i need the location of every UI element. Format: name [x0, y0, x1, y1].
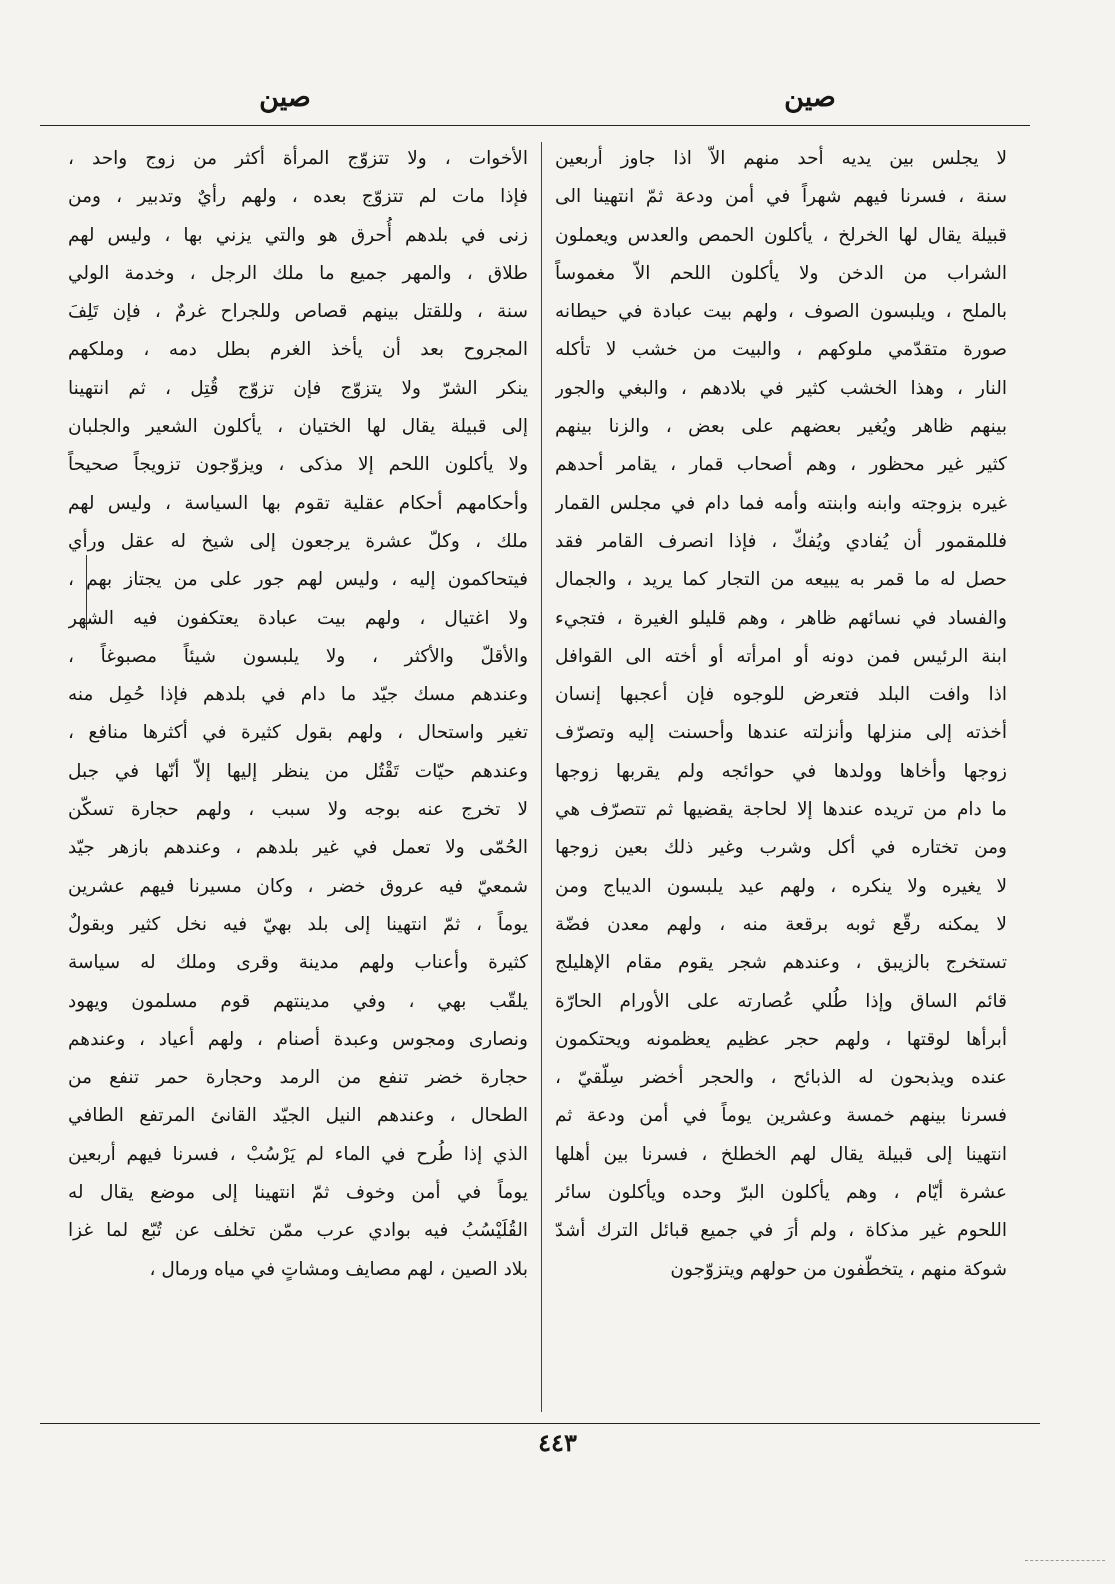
bottom-rule	[40, 1423, 1040, 1424]
text-line: بالملح ، ويلبسون الصوف ، ولهم بيت عبادة في حيطانه	[555, 301, 1007, 323]
margin-mark	[86, 555, 87, 630]
text-line: القُلَيْسُبُ فيه بوادي عرب ممّن تخلف عن تُبّع لما غزا	[68, 1220, 528, 1242]
text-line: شوكة منهم ، يتخطّفون من حولهم ويتزوّجون	[670, 1258, 1007, 1280]
column-divider	[541, 142, 542, 1412]
text-line: فإذا مات لم تتزوّج بعده ، ولهم رأيٌ وتدبير ، ومن	[68, 186, 528, 208]
text-line: قائم الساق وإذا طُلي عُصارته على الأورام الحارّة	[555, 990, 1007, 1012]
text-line: الطحال ، وعندهم النيل الجيّد القانئ المرتفع الطافي	[68, 1105, 528, 1127]
text-line: أبرأها لوقتها ، ولهم حجر عظيم يعظمونه ويحتكمون	[555, 1028, 1007, 1050]
text-line: كثيرة وأعناب ولهم مدينة وقرى وملك له سياسة	[68, 952, 528, 974]
text-line: غيره بزوجته وابنه وابنته وأمه فما دام في مجلس القمار	[555, 492, 1007, 514]
page-number: ٤٤٣	[538, 1428, 577, 1457]
text-line: الأخوات ، ولا تتزوّج المرأة أكثر من زوج واحد ،	[68, 148, 528, 169]
text-line: ونصارى ومجوس وعبدة أصنام ، ولهم أعياد ، وعندهم	[68, 1028, 528, 1050]
text-line: والأقلّ والأكثر ، ولا يلبسون شيئاً مصبوغاً ،	[68, 645, 528, 667]
text-line: ابنة الرئيس فمن دونه أو امرأته أو أخته الى القوافل	[555, 645, 1007, 667]
text-line: زنى في بلدهم أُحرق هو والتي يزني بها ، وليس لهم	[68, 224, 528, 246]
scan-edge-dashes	[1025, 1560, 1105, 1561]
text-line: إلى قبيلة يقال لها الختيان ، يأكلون الشعير والجلبان	[68, 416, 528, 438]
text-line: يوماً ، ثمّ انتهينا إلى بلد بهيّ فيه نخل كثير وبقولٌ	[68, 913, 528, 935]
text-line: النار ، وهذا الخشب كثير في بلادهم ، والبغي والجور	[555, 377, 1007, 399]
text-line: ينكر الشرّ ولا يتزوّج فإن تزوّج قُتِل ، ثم انتهينا	[68, 377, 528, 399]
text-line: اذا وافت البلد فتعرض للوجوه فإن أعجبها إنسان	[555, 684, 1007, 706]
text-line: فسرنا بينهم خمسة وعشرين يوماً في أمن ودعة ثم	[555, 1105, 1007, 1127]
text-line: وأحكامهم أحكام عقلية تقوم بها السياسة ، وليس لهم	[68, 492, 528, 514]
left-column	[68, 140, 528, 1289]
text-line: بينهم ظاهر ويُغير بعضهم على بعض ، والزنا بينهم	[555, 416, 1007, 438]
text-line: كثير غير محظور ، وهم أصحاب قمار ، يقامر أحدهم	[555, 454, 1007, 476]
text-line: ومن تختاره في أكل وشرب وغير ذلك بعين زوجها	[555, 837, 1007, 859]
text-line: وعندهم حيّات تَقْتُل من ينظر إليها إلاّ أنّها في جبل	[68, 760, 528, 782]
text-line: تستخرج بالزيبق ، وعندهم شجر يقوم مقام الإهليلج	[555, 952, 1007, 974]
text-line: ولا اغتيال ، ولهم بيت عبادة يعتكفون فيه الشهر	[68, 607, 528, 629]
text-line: تغير واستحال ، ولهم بقول كثيرة في أكثرها منافع ،	[68, 722, 528, 744]
running-head-left: صين	[259, 82, 311, 113]
text-line: ولا يأكلون اللحم إلا مذكى ، ويزوّجون تزويجاً صحيحاً	[68, 454, 528, 476]
text-line: أخذته إلى منزلها وأنزلته عندها وأحسنت إليه وتصرّف	[555, 722, 1007, 744]
text-line: حصل له ما قمر به يبيعه من التجار كما يريد ، والجمال	[555, 569, 1007, 591]
text-line: انتهينا إلى قبيلة يقال لهم الخطلخ ، فسرنا بين أهلها	[555, 1143, 1007, 1165]
top-rule	[40, 125, 1030, 126]
text-line: زوجها وأخاها وولدها في حوائجه ولم يقربها زوجها	[555, 760, 1007, 782]
text-line: صورة متقدّمي ملوكهم ، والبيت من خشب لا تأكله	[555, 339, 1007, 361]
text-line: لا تخرج عنه بوجه ولا سبب ، ولهم حجارة تسكّن	[68, 799, 528, 821]
text-line: والفساد في نسائهم ظاهر ، وهم قليلو الغيرة ، فتجيء	[555, 607, 1007, 629]
text-line: فللمقمور أن يُفادي ويُفكّ ، فإذا انصرف القامر فقد	[555, 530, 1007, 552]
text-line: لا يغيره ولا ينكره ، ولهم عيد يلبسون الديباج ومن	[555, 875, 1007, 897]
text-line: حجارة خضر تنفع من الرمد وحجارة حمر تنفع من	[68, 1067, 528, 1089]
text-line: عنده ويذبحون له الذبائح ، والحجر أخضر سِلّقيّ ،	[555, 1067, 1007, 1089]
right-column	[555, 140, 1007, 1289]
text-line: بلاد الصين ، لهم مصايف ومشاتٍ في مياه ورمال ،	[149, 1258, 528, 1280]
text-line: يوماً في أمن وخوف ثمّ انتهينا إلى موضع يقال له	[68, 1182, 528, 1204]
text-line: قبيلة يقال لها الخرلخ ، يأكلون الحمص والعدس ويعملون	[555, 224, 1007, 246]
text-line: عشرة أيّام ، وهم يأكلون البرّ وحده ويأكلون سائر	[555, 1182, 1007, 1204]
text-line: وعندهم مسك جيّد ما دام في بلدهم فإذا حُمِل منه	[68, 684, 528, 706]
text-line: طلاق ، والمهر جميع ما ملك الرجل ، وخدمة الولي	[68, 262, 528, 284]
text-line: سنة ، وللقتل بينهم قصاص وللجراح غرمٌ ، فإن تَلِفَ	[68, 301, 528, 323]
text-line: الشراب من الدخن ولا يأكلون اللحم الاّ مغموساً	[555, 262, 1007, 284]
text-line: الحُمّى ولا تعمل في غير بلدهم ، وعندهم بازهر جيّد	[68, 837, 528, 859]
text-line: لا يجلس بين يديه أحد منهم الاّ اذا جاوز أربعين	[555, 148, 1007, 169]
text-line: الذي إذا طُرح في الماء لم يَرْسُبْ ، فسرنا فيهم أربعين	[68, 1143, 528, 1165]
text-line: فيتحاكمون إليه ، وليس لهم جور على من يجتاز بهم ،	[68, 569, 528, 591]
text-line: المجروح بعد أن يأخذ الغرم بطل دمه ، وملكهم	[68, 339, 528, 361]
text-line: سنة ، فسرنا فيهم شهراً في أمن ودعة ثمّ انتهينا الى	[555, 186, 1007, 208]
text-line: يلقّب بهي ، وفي مدينتهم قوم مسلمون ويهود	[68, 990, 528, 1012]
running-head-right: صين	[784, 82, 836, 113]
text-line: اللحوم غير مذكاة ، ولم أرَ في جميع قبائل الترك أشدّ	[555, 1220, 1007, 1242]
text-line: ما دام من تريده عندها إلا لحاجة يقضيها ثم تتصرّف هي	[555, 799, 1007, 821]
text-line: لا يمكنه رقّع ثوبه برقعة منه ، ولهم معدن فضّة	[555, 913, 1007, 935]
text-line: شمعيّ فيه عروق خضر ، وكان مسيرنا فيهم عشرين	[68, 875, 528, 897]
text-line: ملك ، وكلّ عشرة يرجعون إلى شيخ له عقل ورأي	[68, 530, 528, 552]
